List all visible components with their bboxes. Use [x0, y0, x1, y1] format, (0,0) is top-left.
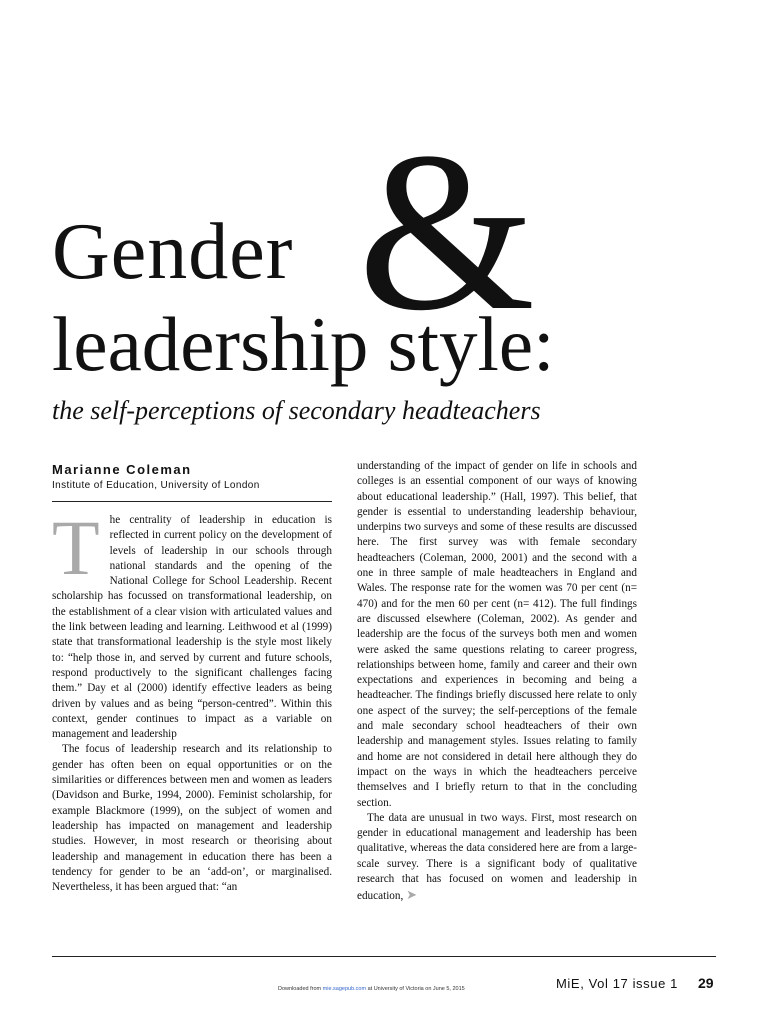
download-prefix: Downloaded from — [278, 986, 323, 992]
title-ampersand: & — [358, 106, 536, 358]
paragraph — [357, 811, 637, 905]
article-column-right — [357, 459, 637, 905]
author-name: Marianne Coleman — [52, 462, 192, 477]
page-number: 29 — [698, 975, 714, 991]
journal-reference: MiE, Vol 17 issue 1 — [556, 976, 678, 991]
continue-arrow-icon: ➤ — [406, 887, 417, 903]
paragraph-text: The data are unusual in two ways. First, most research on gender in educational management and leadership has been qualitative, whereas the data considered here are from a large-scale survey. There is a significant body of qualitative research that has focused on women and leadership in education, — [357, 811, 637, 903]
author-affiliation: Institute of Education, University of London — [52, 480, 260, 491]
title-line-2: leadership style: — [52, 301, 555, 387]
author-divider — [52, 501, 332, 502]
paragraph: The focus of leadership research and its relationship to gender has often been on equal opportunities or on the similarities or differences between men and women as leaders (Davidson and Burke, 1994, 2000). Feminist scholarship, for example Blackmore (1999), on the subject of women and leadership has impacted on management and leadership studies. However, in most research or theorising about leadership and management in education there has been a tendency for gender to be an ‘add-on’, or marginalised. Nevertheless, it has been argued that: “an — [52, 743, 332, 894]
paragraph — [52, 504, 332, 742]
paragraph-text: he centrality of leadership in education is reflected in current policy on the development of levels of leadership in our schools through national standards and the opening of the National College for School Leadership. Recent scholarship has focussed on transformational leadership, on the establishment of a clear vision with articulated values and the link between leading and learning. Leithwood et al (1999) state that transformational leadership is the style most likely to: “help those in, and served by current and future schools, respond productively to the significant challenges facing them.” Day et al (2000) identify effective leaders as being driven by values and as being “person-centred”. Within this context, gender continues to impact as a variable on management and leadership — [52, 514, 332, 741]
drop-cap: T — [52, 504, 100, 591]
paragraph: understanding of the impact of gender on life in schools and colleges is an essential component of our ways of knowing about educational leadership.” (Hall, 1997). This belief, that gender is essential to understanding leadership behaviour, underpins two surveys and some of these results are discussed here. The first survey was with female secondary headteachers (Coleman, 2000, 2001) and the second with a one in three sample of male headteachers in England and Wales. The response rate for the women was 70 per cent (n= 470) and for the men 60 per cent (n= 412). The full findings are discussed elsewhere (Coleman, 2002). As gender and leadership are the focus of the surveys both men and women were asked the same questions relating to career progress, relationships between home, family and career and their own expectations and experiences in becoming and being a headteacher. The findings briefly discussed here relate to only one aspect of the survey; the self-perceptions of the female and male secondary school headteachers of their own leadership and management styles. Issues relating to family and home are not considered in detail here although they do impact on the ways in which the headteachers perceive themselves and I briefly return to that in the concluding section. — [357, 460, 637, 809]
article-column-left — [52, 504, 332, 895]
download-suffix: at University of Victoria on June 5, 2015 — [366, 986, 465, 992]
article-subtitle: the self-perceptions of secondary headteachers — [52, 396, 541, 425]
download-link[interactable]: mie.sagepub.com — [322, 986, 367, 992]
title-line-1: Gender — [52, 208, 294, 296]
footer-divider — [52, 956, 716, 957]
download-note — [278, 986, 465, 992]
